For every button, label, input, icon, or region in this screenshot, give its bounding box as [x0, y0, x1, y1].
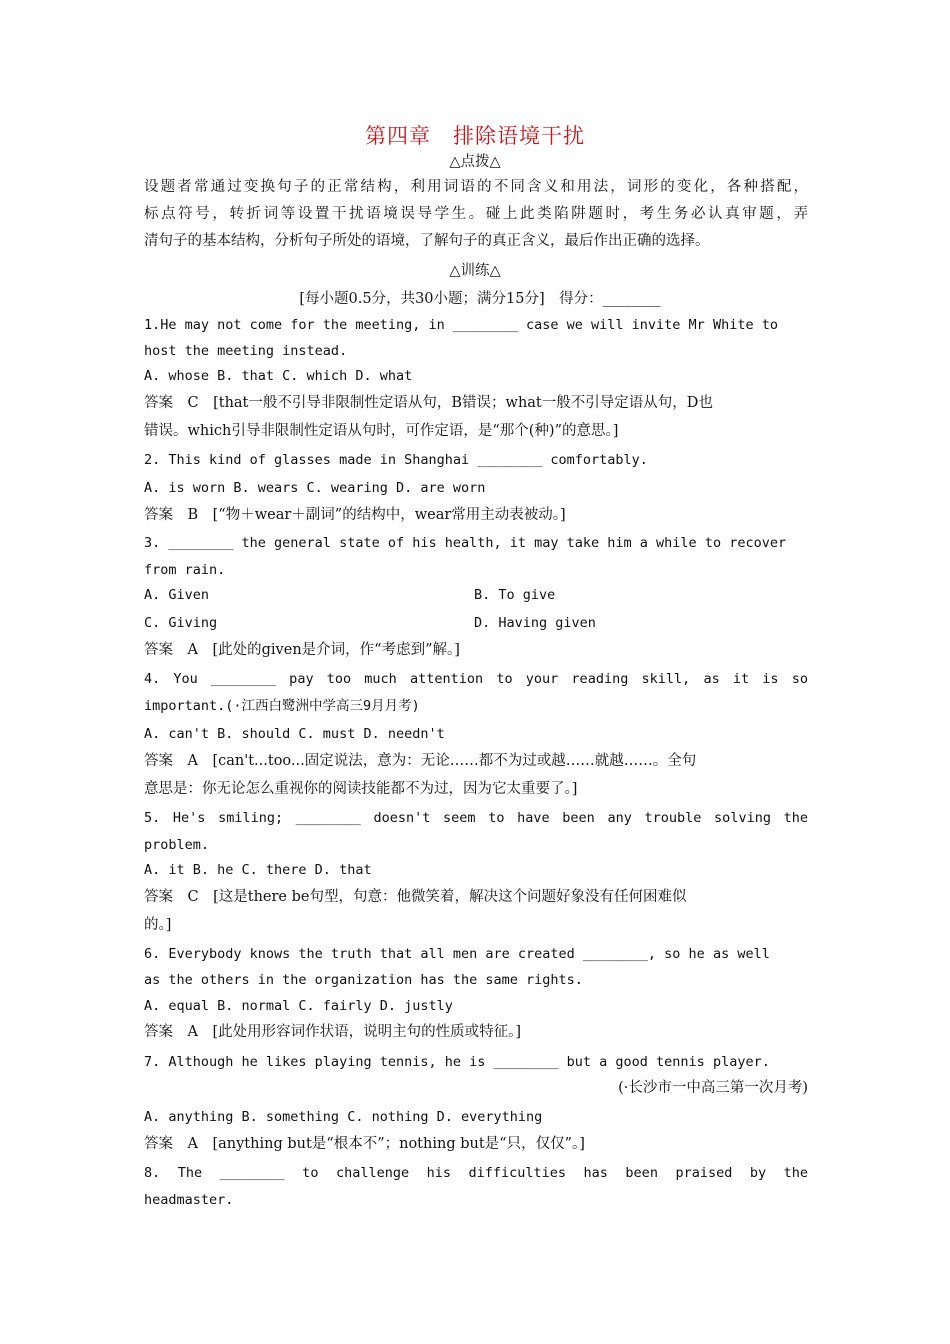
option-a: A. Given — [144, 587, 210, 603]
tip-heading: △点拨△ — [449, 154, 501, 170]
question-3-answer: 答案 A [此处的given是介词，作“考虑到”解。] — [144, 642, 460, 658]
option-c: C. Giving — [144, 615, 218, 631]
question-6-text: 6. Everybody knows the truth that all men are created ________, so he as well — [144, 946, 770, 962]
question-8-text: 8. The ________ to challenge his difficulties has been praised by the — [144, 1165, 808, 1181]
intro-line: 标点符号，转折词等设置干扰语境误导学生。碰上此类陷阱题时，考生务必认真审题，弄 — [144, 206, 808, 222]
question-8-text: headmaster. — [144, 1192, 234, 1208]
question-6-options: A. equal B. normal C. fairly D. justly — [144, 998, 453, 1014]
practice-heading: △训练△ — [449, 263, 501, 279]
question-7-options: A. anything B. something C. nothing D. everything — [144, 1109, 543, 1125]
question-3-text: 3. ________ the general state of his health, it may take him a while to recover — [144, 535, 787, 551]
question-1-options: A. whose B. that C. which D. what — [144, 368, 413, 384]
intro-line: 设题者常通过变换句子的正常结构，利用词语的不同含义和用法，词形的变化，各种搭配， — [144, 179, 808, 195]
question-4-answer: 答案 A [can't...too...固定说法，意为：无论……都不为过或越……就越……。全句 — [144, 753, 697, 769]
question-6-text: as the others in the organization has the same rights. — [144, 972, 583, 988]
question-4-text: 4. You ________ pay too much attention to your reading skill, as it is so — [144, 671, 808, 687]
question-2-answer: 答案 B [“物＋wear＋副词”的结构中，wear常用主动表被动。] — [144, 507, 566, 523]
question-4-options: A. can't B. should C. must D. needn't — [144, 726, 445, 742]
question-1-answer: 答案 C [that一般不引导非限制性定语从句，B错误；what一般不引导定语从句，D也 — [144, 395, 713, 411]
question-3-text: from rain. — [144, 562, 226, 578]
question-7-answer: 答案 A [anything but是“根本不”；nothing but是“只，仅仅”。] — [144, 1136, 585, 1152]
question-1-text: host the meeting instead. — [144, 343, 348, 359]
option-d: D. Having given — [474, 615, 596, 631]
question-6-answer: 答案 A [此处用形容词作状语，说明主句的性质或特征。] — [144, 1024, 522, 1040]
question-5-text: 5. He's smiling; ________ doesn't seem to have been any trouble solving the — [144, 810, 808, 826]
scoring-line: [每小题0.5分，共30小题；满分15分] 得分：________ — [299, 291, 661, 307]
chapter-title: 第四章 排除语境干扰 — [365, 124, 585, 148]
question-2-text: 2. This kind of glasses made in Shanghai ________ comfortably. — [144, 452, 648, 468]
question-3-options-row — [144, 585, 808, 605]
question-5-options: A. it B. he C. there D. that — [144, 862, 372, 878]
intro-line: 清句子的基本结构，分析句子所处的语境，了解句子的真正含义，最后作出正确的选择。 — [144, 233, 710, 249]
question-5-answer: 答案 C [这是there be句型，句意：他微笑着，解决这个问题好象没有任何困难似 — [144, 889, 687, 905]
question-7-text: 7. Although he likes playing tennis, he is ________ but a good tennis player. — [144, 1054, 770, 1070]
question-7-source: (·长沙市一中高三第一次月考) — [618, 1080, 808, 1096]
question-4-text: important.(·江西白鹭洲中学高三9月月考) — [144, 698, 420, 714]
question-5-answer: 的。] — [144, 917, 172, 933]
question-1-text: 1.He may not come for the meeting, in ________ case we will invite Mr White to — [144, 317, 778, 333]
question-1-answer: 错误。which引导非限制性定语从句时，可作定语，是“那个(种)”的意思。] — [144, 423, 619, 439]
question-4-answer: 意思是：你无论怎么重视你的阅读技能都不为过，因为它太重要了。] — [144, 781, 578, 797]
question-5-text: problem. — [144, 837, 210, 853]
question-3-options-row — [144, 613, 808, 633]
question-2-options: A. is worn B. wears C. wearing D. are worn — [144, 480, 486, 496]
option-b: B. To give — [474, 587, 556, 603]
